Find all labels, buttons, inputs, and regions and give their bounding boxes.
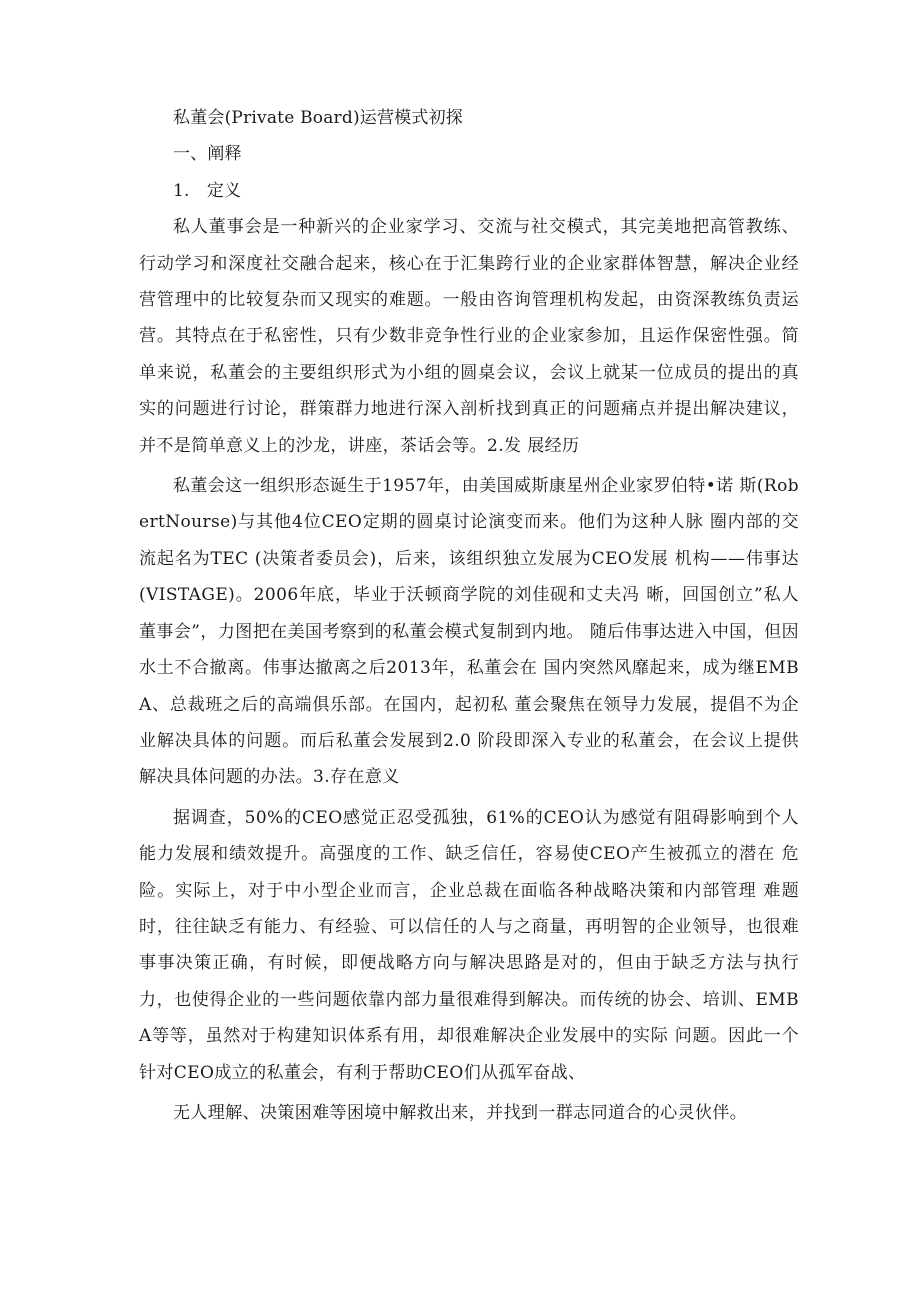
paragraph-significance: 据调查，50%的CEO感觉正忍受孤独，61%的CEO认为感觉有阻碍影响到个人 能力发展和绩效提升。高强度的工作、缺乏信任，容易使CEO产生被孤立的潜在 危险。实际上，对于中小型企业而言，企业总裁在面临各种战略决策和内部管理 难题时，往往缺乏有能力、有经验、可以信任的人与之商量，再明智的企业领导，也很难事事决策正确，有时候，即便战略方向与解决思路是对的，但由于缺乏方法与执行力，也使得企业的一些问题依靠内部力量很难得到解决。而传统的协会、培训、EMBA等等，虽然对于构建知识体系有用，却很难解决企业发展中的实际 问题。因此一个针对CEO成立的私董会，有利于帮助CEO们从孤军奋战、 — [139, 807, 799, 1083]
paragraph-conclusion: 无人理解、决策困难等困境中解救出来，并找到一群志同道合的心灵伙伴。 — [173, 1102, 748, 1123]
document-title: 私董会(Private Board)运营模式初探 — [173, 108, 463, 128]
paragraph-definition: 私人董事会是一种新兴的企业家学习、交流与社交模式，其完美地把高管教练、行动学习和深度社交融合起来，核心在于汇集跨行业的企业家群体智慧，解决企业经营管理中的比较复杂而又现实的难题。一般由咨询管理机构发起，由资深教练负责运营。其特点在于私密性，只有少数非竞争性行业的企业家参加，且运作保密性强。简单来说，私董会的主要组织形式为小组的圆桌会议，会议上就某一位成员的提出的真实的问题进行讨论，群策群力地进行深入剖析找到真正的问题痛点并提出解决建议，并不是简单意义上的沙龙，讲座，茶话会等。2.发 展经历 — [139, 217, 799, 456]
subsection-heading: 1. 定义 — [173, 180, 242, 201]
document-body — [139, 100, 799, 1131]
paragraph-history: 私董会这一组织形态诞生于1957年，由美国威斯康星州企业家罗伯特•诺 斯(RobertNourse)与其他4位CEO定期的圆桌讨论演变而来。他们为这种人脉 圈内部的交流起名为TEC (决策者委员会)，后来，该组织独立发展为CEO发展 机构——伟事达(VISTAGE)。2006年底，毕业于沃顿商学院的刘佳砚和丈夫冯 晰，回国创立”私人董事会”，力图把在美国考察到的私董会模式复制到内地。 随后伟事达进入中国，但因水土不合撤离。伟事达撤离之后2013年，私董会在 国内突然风靡起来，成为继EMBA、总裁班之后的高端俱乐部。在国内，起初私 董会聚焦在领导力发展，提倡不为企业解决具体的问题。而后私董会发展到2.0 阶段即深入专业的私董会，在会议上提供解决具体问题的办法。3.存在意义 — [139, 476, 799, 788]
section-heading: 一、阐释 — [173, 144, 242, 165]
